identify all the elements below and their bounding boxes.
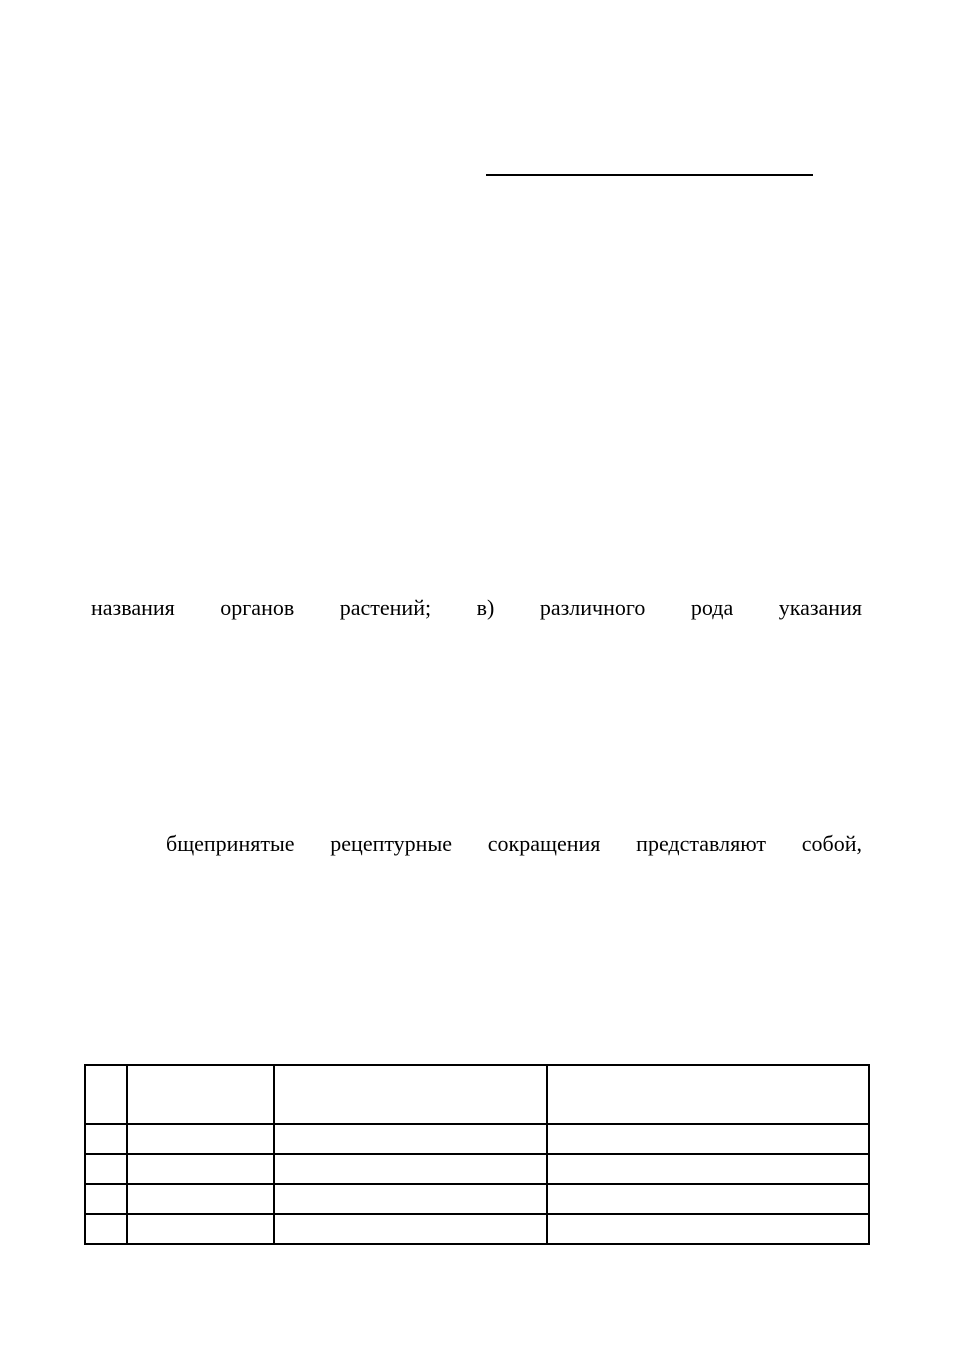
table-row <box>85 1184 869 1214</box>
table-cell <box>274 1154 547 1184</box>
table-header-cell <box>547 1065 869 1124</box>
table-cell <box>547 1214 869 1244</box>
table-cell <box>127 1214 274 1244</box>
word: названия <box>91 595 175 620</box>
table-header-row <box>85 1065 869 1124</box>
table-cell <box>85 1124 127 1154</box>
table-row <box>85 1124 869 1154</box>
table-row <box>85 1154 869 1184</box>
word: растений; <box>339 595 432 620</box>
table-cell <box>274 1124 547 1154</box>
table-row <box>85 1214 869 1244</box>
text-line-abbreviations <box>166 830 862 858</box>
table-cell <box>85 1184 127 1214</box>
word: указания <box>778 595 862 620</box>
empty-table <box>84 1064 870 1245</box>
table-cell <box>85 1214 127 1244</box>
word: сокращения <box>487 831 601 856</box>
word: рода <box>690 595 734 620</box>
signature-rule <box>486 174 813 176</box>
text-line-organs <box>91 594 862 622</box>
word: рецептурные <box>330 831 453 856</box>
table-cell <box>127 1124 274 1154</box>
table-cell <box>547 1154 869 1184</box>
table-cell <box>547 1184 869 1214</box>
table-header-cell <box>85 1065 127 1124</box>
table-cell <box>127 1184 274 1214</box>
table-header-cell <box>274 1065 547 1124</box>
word: собой, <box>801 831 862 856</box>
table-header-cell <box>127 1065 274 1124</box>
table-cell <box>274 1184 547 1214</box>
word: представляют <box>636 831 766 856</box>
word: органов <box>220 595 295 620</box>
word: в) <box>476 595 495 620</box>
table-cell <box>85 1154 127 1184</box>
table-cell <box>547 1124 869 1154</box>
word: различного <box>539 595 646 620</box>
table-cell <box>274 1214 547 1244</box>
word: бщепринятые <box>166 831 295 856</box>
table-cell <box>127 1154 274 1184</box>
